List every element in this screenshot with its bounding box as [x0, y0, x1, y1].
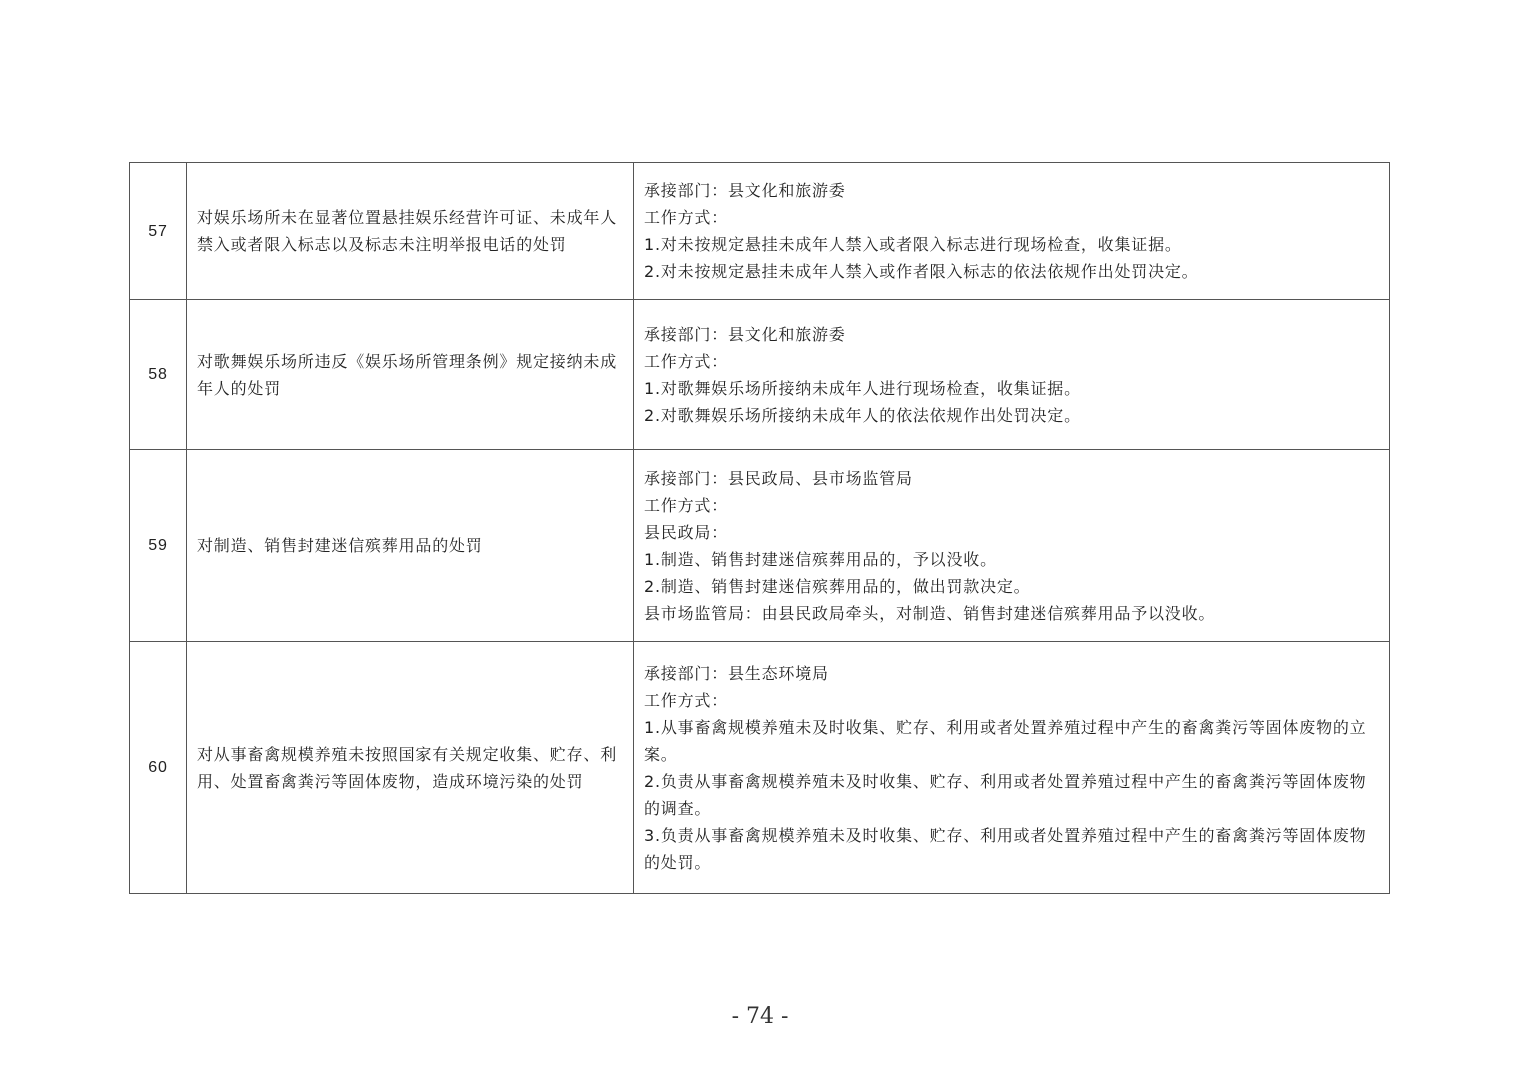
- dept-line: 工作方式：: [644, 351, 729, 371]
- item-name: 对歌舞娱乐场所违反《娱乐场所管理条例》规定接纳未成年人的处罚: [187, 300, 634, 450]
- table-row: [130, 300, 1390, 450]
- row-number: 59: [130, 450, 187, 642]
- item-name: 对娱乐场所未在显著位置悬挂娱乐经营许可证、未成年人禁入或者限入标志以及标志未注明举报电话的处罚: [187, 163, 634, 300]
- dept-line: 承接部门：县文化和旅游委: [644, 181, 846, 200]
- row-number: 57: [130, 163, 187, 300]
- page-number: - 74 -: [731, 1004, 789, 1029]
- dept-line: 1.制造、销售封建迷信殡葬用品的，予以没收。: [644, 549, 997, 569]
- item-name: 对从事畜禽规模养殖未按照国家有关规定收集、贮存、利用、处置畜禽粪污等固体废物，造成环境污染的处罚: [187, 642, 634, 894]
- row-number: 58: [130, 300, 187, 450]
- dept-line: 2.对未按规定悬挂未成年人禁入或作者限入标志的依法依规作出处罚决定。: [644, 262, 1199, 281]
- dept-line: 承接部门：县生态环境局: [644, 663, 829, 683]
- department-work-method: [634, 450, 1390, 642]
- table-row: [130, 450, 1390, 642]
- dept-line: 县市场监管局：由县民政局牵头，对制造、销售封建迷信殡葬用品予以没收。: [644, 603, 1216, 623]
- dept-line: 1.对歌舞娱乐场所接纳未成年人进行现场检查，收集证据。: [644, 378, 1081, 398]
- dept-line: 2.制造、销售封建迷信殡葬用品的，做出罚款决定。: [644, 576, 1031, 596]
- dept-line: 1.从事畜禽规模养殖未及时收集、贮存、利用或者处置养殖过程中产生的畜禽粪污等固体废物的立案。: [644, 717, 1367, 764]
- row-number: 60: [130, 642, 187, 894]
- dept-line: 3.负责从事畜禽规模养殖未及时收集、贮存、利用或者处置养殖过程中产生的畜禽粪污等固体废物的处罚。: [644, 825, 1367, 872]
- item-name: 对制造、销售封建迷信殡葬用品的处罚: [187, 450, 634, 642]
- department-work-method: [634, 163, 1390, 300]
- dept-line: 工作方式：: [644, 495, 729, 515]
- dept-line: 承接部门：县文化和旅游委: [644, 324, 846, 344]
- department-work-method: [634, 642, 1390, 894]
- table-row: [130, 163, 1390, 300]
- power-list-table: [129, 162, 1390, 894]
- dept-line: 工作方式：: [644, 208, 729, 227]
- department-work-method: [634, 300, 1390, 450]
- dept-line: 县民政局：: [644, 522, 729, 542]
- dept-line: 2.负责从事畜禽规模养殖未及时收集、贮存、利用或者处置养殖过程中产生的畜禽粪污等固体废物的调查。: [644, 771, 1367, 818]
- dept-line: 1.对未按规定悬挂未成年人禁入或者限入标志进行现场检查，收集证据。: [644, 235, 1182, 254]
- dept-line: 承接部门：县民政局、县市场监管局: [644, 468, 913, 488]
- dept-line: 2.对歌舞娱乐场所接纳未成年人的依法依规作出处罚决定。: [644, 405, 1081, 425]
- table-row: [130, 642, 1390, 894]
- dept-line: 工作方式：: [644, 690, 729, 710]
